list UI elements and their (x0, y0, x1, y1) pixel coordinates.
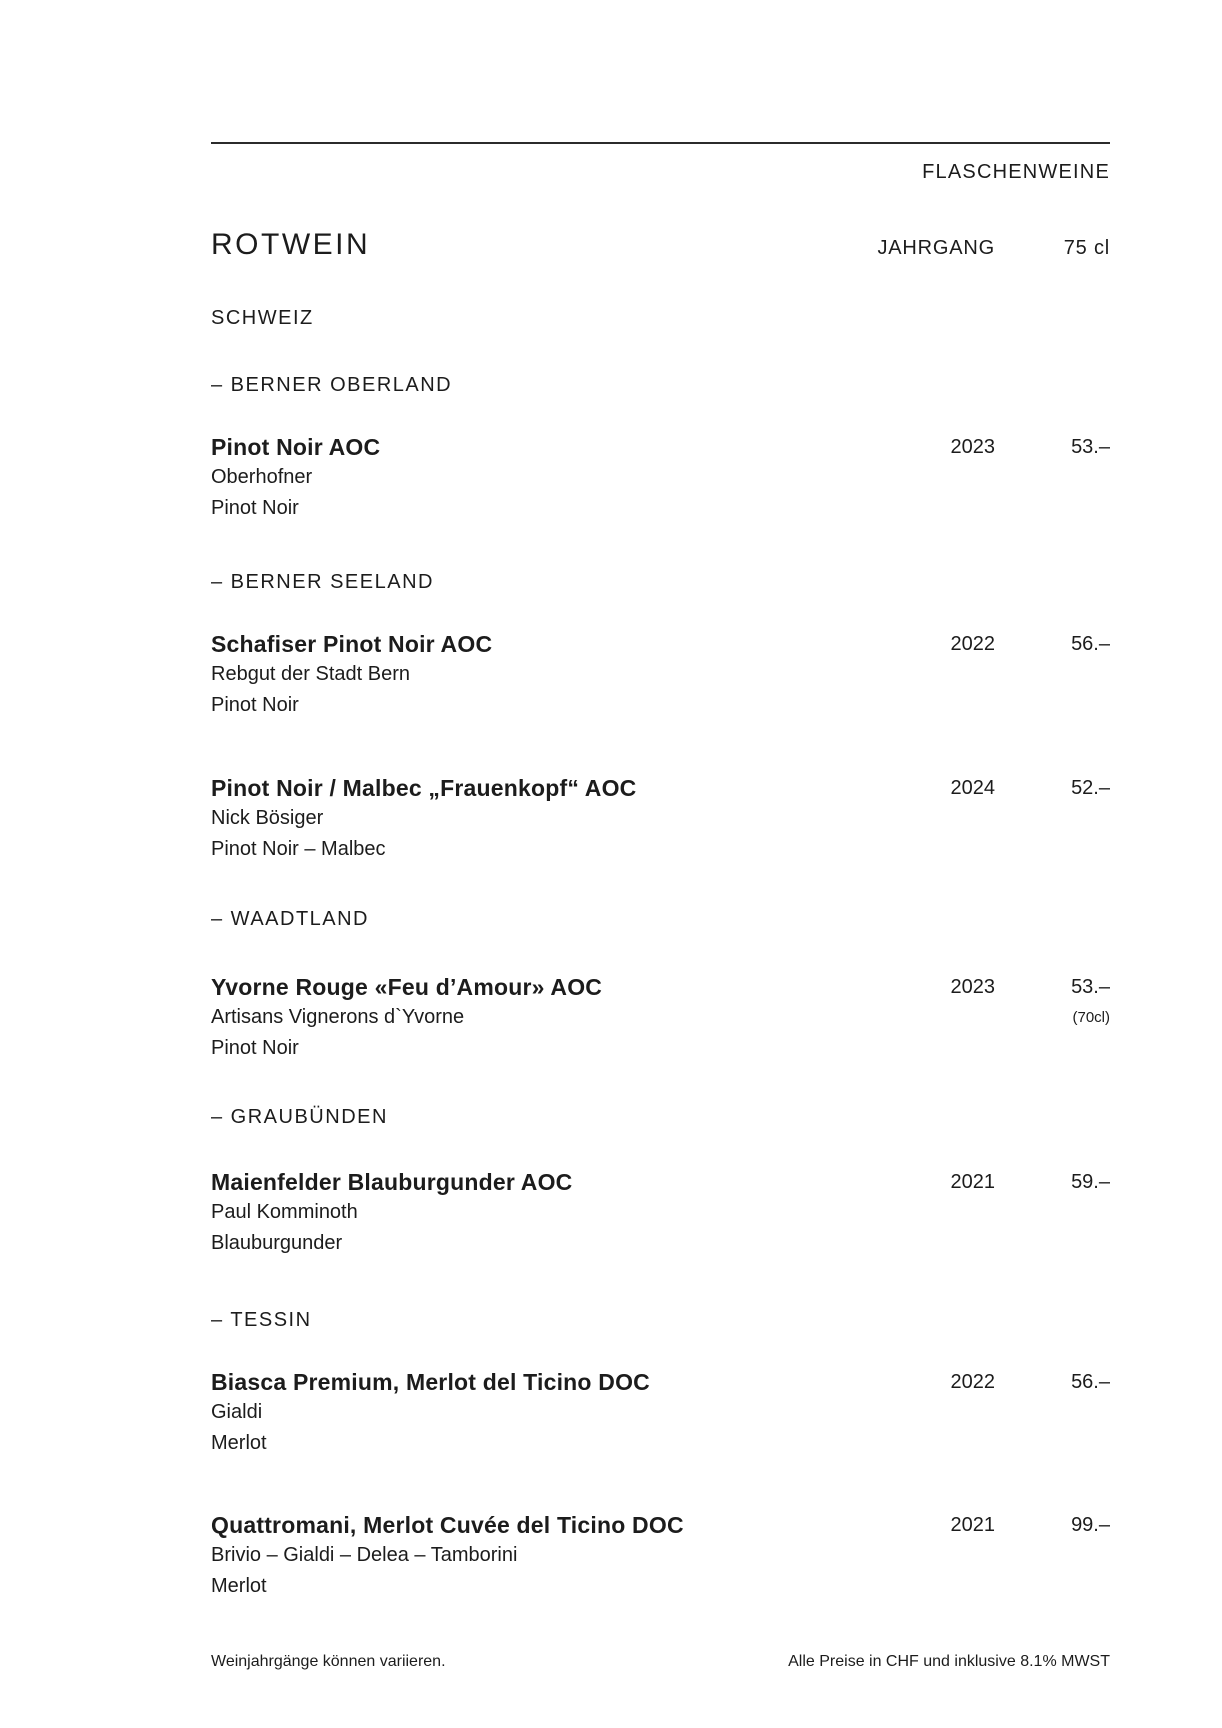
wine-info (211, 432, 877, 524)
wine-info (211, 1510, 877, 1602)
region-label: – WAADTLAND (211, 908, 370, 930)
wine-name: Schafiser Pinot Noir AOC (211, 631, 493, 657)
wine-producer: Nick Bösiger (211, 807, 324, 829)
wine-producer: Artisans Vignerons d`Yvorne (211, 1006, 465, 1028)
page-content (211, 0, 1110, 1602)
wine-grapes: Pinot Noir (211, 497, 299, 519)
wine-grapes: Pinot Noir (211, 1037, 299, 1059)
wine-info (211, 1367, 877, 1459)
wine-entry (211, 629, 1110, 721)
wine-producer: Rebgut der Stadt Bern (211, 663, 411, 685)
wine-price: 56.– (1071, 633, 1110, 655)
wine-vintage: 2024 (950, 777, 995, 799)
wine-price: 56.– (1071, 1371, 1110, 1393)
vintage-disclaimer: Weinjahrgänge können variieren. (211, 1653, 446, 1670)
wine-name: Pinot Noir AOC (211, 434, 381, 460)
footer (211, 1652, 1110, 1672)
wine-name: Maienfelder Blauburgunder AOC (211, 1169, 573, 1195)
wine-name: Quattromani, Merlot Cuvée del Ticino DOC (211, 1512, 684, 1538)
wine-entry (211, 773, 1110, 865)
wine-vintage: 2021 (950, 1171, 995, 1193)
wine-info (211, 972, 877, 1064)
volume-column-header: 75 cl (1063, 237, 1110, 259)
wine-producer: Brivio – Gialdi – Delea – Tamborini (211, 1544, 518, 1566)
wine-producer: Oberhofner (211, 466, 313, 488)
region-label: – GRAUBÜNDEN (211, 1106, 388, 1128)
title-row (211, 228, 1110, 262)
wine-entry (211, 972, 1110, 1064)
wine-name: Pinot Noir / Malbec „Frauenkopf“ AOC (211, 775, 637, 801)
region-label: – TESSIN (211, 1309, 312, 1331)
wine-vintage: 2023 (950, 976, 995, 998)
wine-name: Yvorne Rouge «Feu d’Amour» AOC (211, 974, 603, 1000)
wine-vintage: 2023 (950, 436, 995, 458)
wine-price: 53.– (1071, 976, 1110, 998)
wine-price-note: (70cl) (1072, 1009, 1110, 1026)
wine-grapes: Blauburgunder (211, 1232, 343, 1254)
wine-name: Biasca Premium, Merlot del Ticino DOC (211, 1369, 650, 1395)
wine-entry (211, 1510, 1110, 1602)
wine-info (211, 1167, 877, 1259)
wine-entry (211, 1367, 1110, 1459)
wine-grapes: Pinot Noir (211, 694, 299, 716)
wine-grapes: Merlot (211, 1575, 267, 1597)
vintage-column-header: JAHRGANG (877, 237, 995, 259)
wine-info (211, 629, 877, 721)
wine-price: 53.– (1071, 436, 1110, 458)
region-label: – BERNER OBERLAND (211, 374, 453, 396)
wine-price: 99.– (1071, 1514, 1110, 1536)
wine-vintage: 2022 (950, 1371, 995, 1393)
wine-vintage: 2021 (950, 1514, 995, 1536)
wine-grapes: Pinot Noir – Malbec (211, 838, 386, 860)
wine-price: 52.– (1071, 777, 1110, 799)
bottle-wines-label: FLASCHENWEINE (922, 161, 1110, 183)
top-divider (211, 142, 1110, 144)
wine-producer: Paul Komminoth (211, 1201, 358, 1223)
wine-producer: Gialdi (211, 1401, 263, 1423)
wine-entry (211, 432, 1110, 524)
page-title: ROTWEIN (211, 228, 371, 261)
wine-info (211, 773, 877, 865)
wine-entry (211, 1167, 1110, 1259)
wine-price: 59.– (1071, 1171, 1110, 1193)
price-disclaimer: Alle Preise in CHF und inklusive 8.1% MWST (788, 1653, 1110, 1670)
wine-grapes: Merlot (211, 1432, 267, 1454)
wine-price-block (995, 972, 1110, 1033)
country-label: SCHWEIZ (211, 307, 314, 329)
wine-vintage: 2022 (950, 633, 995, 655)
region-label: – BERNER SEELAND (211, 571, 434, 593)
